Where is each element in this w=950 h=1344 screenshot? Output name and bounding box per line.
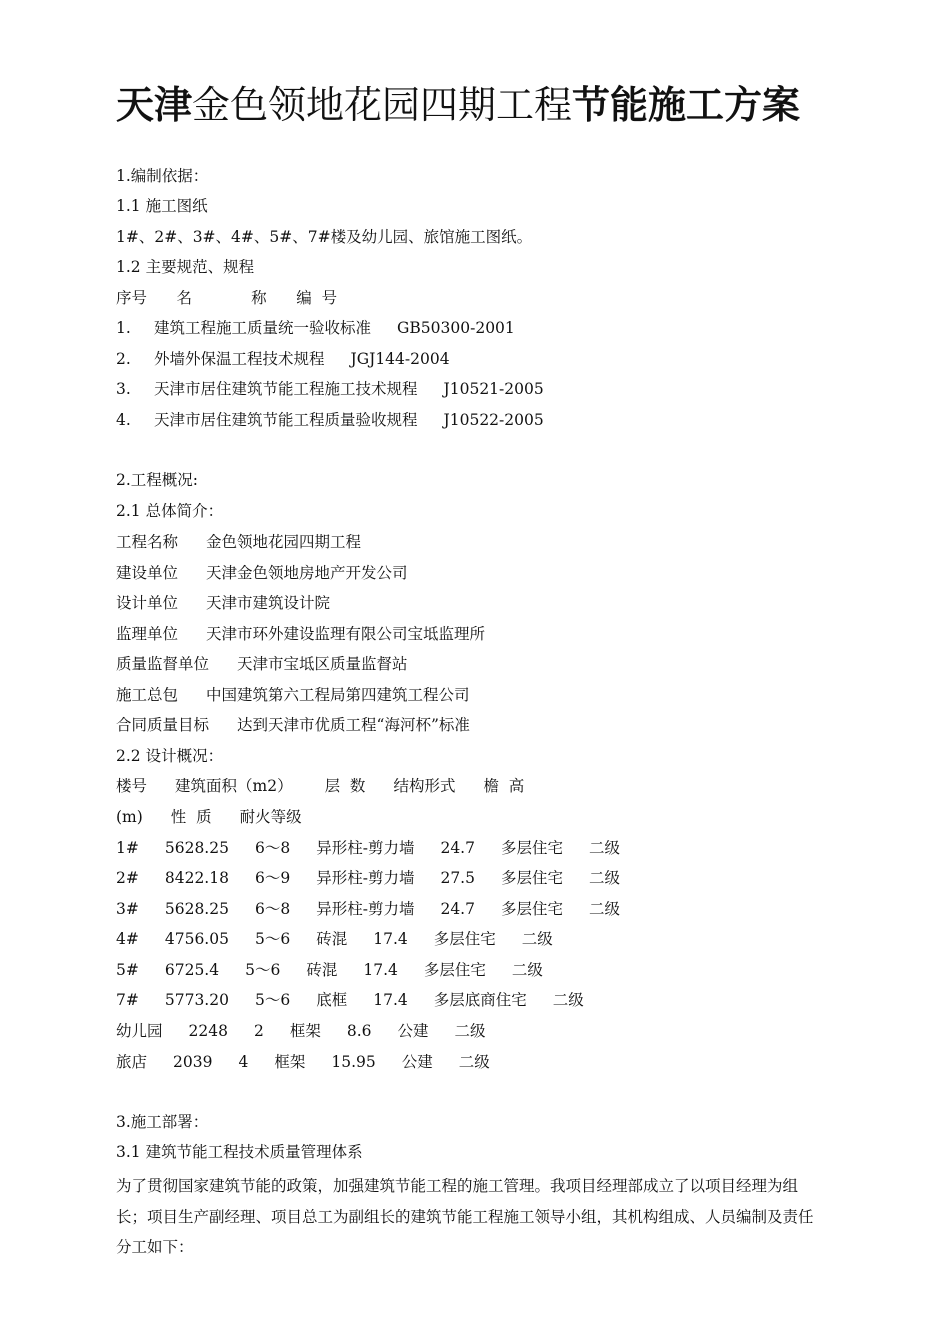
- building-row: [116, 1052, 490, 1072]
- building-cell: 5～6: [245, 961, 281, 979]
- building-cell: 异形柱-剪力墙: [316, 900, 415, 918]
- building-cell: 多层住宅: [423, 961, 486, 979]
- standard-code: J10521-2005: [443, 380, 544, 398]
- overview-value: 中国建筑第六工程局第四建筑工程公司: [206, 686, 470, 704]
- overview-label: 工程名称: [116, 533, 179, 551]
- header-cell: 耐火等级: [239, 808, 302, 826]
- building-cell: 多层住宅: [500, 839, 563, 857]
- header-cell: 檐 高: [483, 777, 525, 795]
- building-cell: 27.5: [440, 869, 475, 887]
- overview-label: 监理单位: [116, 625, 179, 643]
- title-part-1: 天津: [116, 82, 193, 127]
- standard-no: 1.: [116, 319, 131, 337]
- header-cell: (m): [116, 808, 143, 826]
- standard-name: 建筑工程施工质量统一验收标准: [154, 319, 372, 337]
- overview-value: 天津市宝坻区质量监督站: [237, 655, 408, 673]
- overview-label: 质量监督单位: [116, 655, 210, 673]
- overview-label: 建设单位: [116, 564, 179, 582]
- section-2-heading: 2.工程概况:: [116, 471, 199, 489]
- building-cell: 1#: [116, 839, 139, 857]
- standard-name: 外墙外保温工程技术规程: [154, 350, 325, 368]
- building-cell: 17.4: [363, 961, 398, 979]
- standard-name: 天津市居住建筑节能工程施工技术规程: [154, 380, 418, 398]
- building-cell: 17.4: [373, 991, 408, 1009]
- building-row: [116, 990, 584, 1010]
- building-cell: 底框: [316, 991, 348, 1009]
- overview-value: 天津市建筑设计院: [206, 594, 331, 612]
- building-cell: 框架: [289, 1022, 321, 1040]
- building-cell: 5#: [116, 961, 139, 979]
- building-cell: 6～8: [254, 900, 291, 918]
- building-cell: 2#: [116, 869, 139, 887]
- title-part-2: 金色领地花园四期工程: [192, 83, 573, 127]
- overview-row: [116, 593, 330, 613]
- header-cell: 性 质: [170, 808, 212, 826]
- building-cell: 异形柱-剪力墙: [316, 839, 415, 857]
- building-cell: 多层住宅: [500, 869, 563, 887]
- standard-row: [116, 349, 450, 369]
- section-2-2-heading: 2.2 设计概况：: [116, 747, 224, 765]
- building-cell: 二级: [552, 991, 584, 1009]
- building-cell: 4756.05: [164, 930, 229, 948]
- building-cell: 5628.25: [164, 900, 229, 918]
- building-cell: 框架: [274, 1053, 306, 1071]
- building-cell: 公建: [401, 1053, 433, 1071]
- title-part-3: 节能施工方案: [572, 82, 801, 127]
- building-cell: 异形柱-剪力墙: [316, 869, 415, 887]
- building-cell: 5～6: [254, 930, 291, 948]
- building-cell: 24.7: [440, 900, 475, 918]
- building-cell: 二级: [454, 1022, 486, 1040]
- document-title: [116, 82, 800, 128]
- overview-row: [116, 624, 485, 644]
- building-cell: 二级: [588, 839, 620, 857]
- overview-row: [116, 685, 470, 705]
- building-cell: 5～6: [254, 991, 291, 1009]
- building-row: [116, 1021, 486, 1041]
- building-cell: 8422.18: [164, 869, 229, 887]
- building-cell: 15.95: [331, 1053, 376, 1071]
- standard-no: 4.: [116, 411, 131, 429]
- design-header-line-2: [116, 807, 302, 827]
- building-cell: 2248: [188, 1022, 228, 1040]
- building-cell: 4: [238, 1053, 249, 1071]
- standard-row: [116, 410, 544, 430]
- building-cell: 二级: [458, 1053, 490, 1071]
- building-cell: 多层底商住宅: [433, 991, 527, 1009]
- overview-value: 金色领地花园四期工程: [206, 533, 362, 551]
- building-cell: 旅店: [116, 1053, 148, 1071]
- building-row: [116, 960, 543, 980]
- building-cell: 3#: [116, 900, 139, 918]
- building-cell: 幼儿园: [116, 1022, 163, 1040]
- building-cell: 公建: [397, 1022, 429, 1040]
- overview-value: 天津市环外建设监理有限公司宝坻监理所: [206, 625, 486, 643]
- overview-value: 达到天津市优质工程“海河杯”标准: [237, 716, 470, 734]
- building-cell: 2039: [173, 1053, 213, 1071]
- overview-row: [116, 563, 408, 583]
- section-3-heading: 3.施工部署：: [116, 1113, 209, 1131]
- building-cell: 6～8: [254, 839, 291, 857]
- standard-no: 3.: [116, 380, 131, 398]
- header-cell: 结构形式: [393, 777, 456, 795]
- building-cell: 砖混: [306, 961, 338, 979]
- building-cell: 砖混: [316, 930, 348, 948]
- building-cell: 二级: [511, 961, 543, 979]
- section-1-1-heading: 1.1 施工图纸: [116, 197, 208, 215]
- building-cell: 二级: [588, 869, 620, 887]
- header-cell: 层 数: [324, 777, 366, 795]
- building-cell: 2: [253, 1022, 264, 1040]
- overview-label: 合同质量目标: [116, 716, 210, 734]
- section-1-2-heading: 1.2 主要规范、规程: [116, 258, 255, 276]
- drawings-text: 1#、2#、3#、4#、5#、7#楼及幼儿园、旅馆施工图纸。: [116, 228, 533, 246]
- overview-row: [116, 715, 470, 735]
- building-cell: 5773.20: [164, 991, 229, 1009]
- building-cell: 6～9: [254, 869, 291, 887]
- header-cell: 建筑面积（m2）: [175, 777, 293, 795]
- standard-no: 2.: [116, 350, 131, 368]
- building-cell: 5628.25: [164, 839, 229, 857]
- building-row: [116, 838, 620, 858]
- design-header-line-1: [116, 776, 524, 796]
- building-cell: 二级: [521, 930, 553, 948]
- overview-row: [116, 654, 408, 674]
- overview-row: [116, 532, 361, 552]
- building-cell: 二级: [588, 900, 620, 918]
- building-cell: 4#: [116, 930, 139, 948]
- standards-header: 序号 名 称 编 号: [116, 289, 338, 307]
- section-1-heading: 1.编制依据：: [116, 167, 209, 185]
- building-cell: 6725.4: [164, 961, 220, 979]
- standard-name: 天津市居住建筑节能工程质量验收规程: [154, 411, 418, 429]
- building-cell: 多层住宅: [500, 900, 563, 918]
- section-3-1-heading: 3.1 建筑节能工程技术质量管理体系: [116, 1143, 363, 1161]
- building-row: [116, 899, 620, 919]
- section-2-1-heading: 2.1 总体简介：: [116, 502, 224, 520]
- building-cell: 多层住宅: [433, 930, 496, 948]
- building-cell: 7#: [116, 991, 139, 1009]
- standard-row: [116, 318, 515, 338]
- header-cell: 楼号: [116, 777, 148, 795]
- standard-code: JGJ144-2004: [350, 350, 450, 368]
- overview-label: 设计单位: [116, 594, 179, 612]
- standard-row: [116, 379, 544, 399]
- building-row: [116, 868, 620, 888]
- building-cell: 17.4: [373, 930, 408, 948]
- building-row: [116, 929, 553, 949]
- building-cell: 24.7: [440, 839, 475, 857]
- overview-value: 天津金色领地房地产开发公司: [206, 564, 408, 582]
- standard-code: GB50300-2001: [397, 319, 515, 337]
- standard-code: J10522-2005: [443, 411, 544, 429]
- building-cell: 8.6: [346, 1022, 372, 1040]
- section-3-paragraph: 为了贯彻国家建筑节能的政策，加强建筑节能工程的施工管理。我项目经理部成立了以项目经理为组长；项目生产副经理、项目总工为副组长的建筑节能工程施工领导小组，其机构组成、人员编制及责任分工如下：: [116, 1177, 814, 1256]
- overview-label: 施工总包: [116, 686, 179, 704]
